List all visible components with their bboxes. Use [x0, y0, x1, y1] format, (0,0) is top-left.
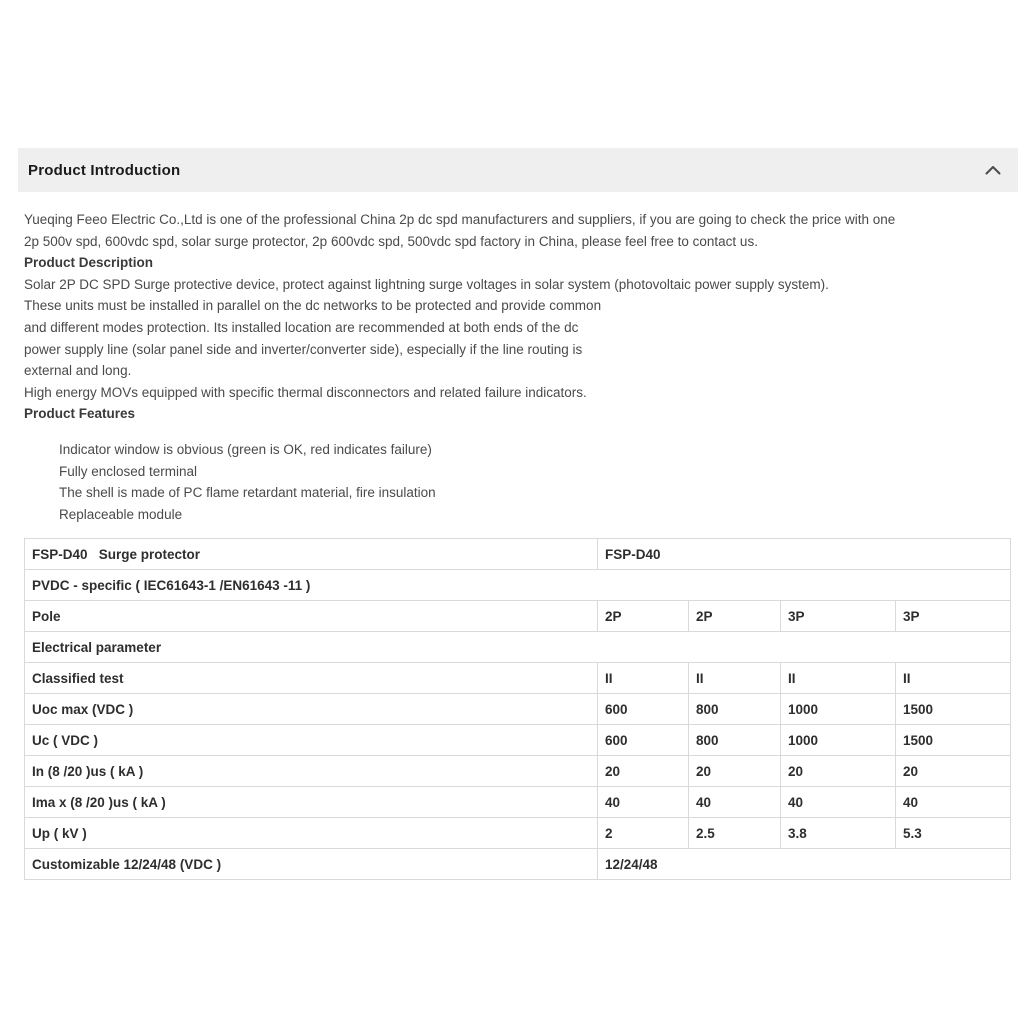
spec-label: Uoc max (VDC ) [25, 694, 598, 725]
spec-label: Classified test [25, 663, 598, 694]
spec-label: Customizable 12/24/48 (VDC ) [25, 849, 598, 880]
spec-label: Uc ( VDC ) [25, 725, 598, 756]
spec-value: 800 [689, 725, 781, 756]
spec-value: II [781, 663, 896, 694]
spec-value: FSP-D40 [598, 539, 1011, 570]
spec-value: 40 [689, 787, 781, 818]
intro-line: High energy MOVs equipped with specific thermal disconnectors and related failure indicators. [24, 384, 587, 400]
spec-label: In (8 /20 )us ( kA ) [25, 756, 598, 787]
product-features-heading: Product Features [24, 406, 136, 422]
table-row [25, 663, 1011, 694]
table-row [25, 818, 1011, 849]
spec-value: II [598, 663, 689, 694]
intro-line: 2p 500v spd, 600vdc spd, solar surge protector, 2p 600vdc spd, 500vdc spd factory in China, please feel free to contact us. [24, 233, 758, 249]
spec-value: 2P [689, 601, 781, 632]
intro-line: Yueqing Feeo Electric Co.,Ltd is one of the professional China 2p dc spd manufacturers and suppliers, if you are going to check the price with one [24, 212, 896, 227]
spec-value: II [689, 663, 781, 694]
intro-line: Solar 2P DC SPD Surge protective device, protect against lightning surge voltages in solar system (photovoltaic power supply system). [24, 276, 829, 292]
spec-label: FSP-D40 Surge protector [25, 539, 598, 570]
intro-line: external and long. [24, 363, 132, 379]
spec-label: Up ( kV ) [25, 818, 598, 849]
spec-value: 40 [896, 787, 1011, 818]
spec-value: 5.3 [896, 818, 1011, 849]
spec-value: 600 [598, 694, 689, 725]
table-row [25, 849, 1011, 880]
product-features-list [59, 439, 959, 525]
feature-item: Replaceable module [59, 506, 183, 522]
spec-value: 1000 [781, 694, 896, 725]
feature-item: Indicator window is obvious (green is OK, red indicates failure) [59, 442, 432, 457]
table-row [25, 787, 1011, 818]
spec-value: 20 [598, 756, 689, 787]
spec-value: 12/24/48 [598, 849, 1011, 880]
spec-label: Electrical parameter [25, 632, 1011, 663]
table-row [25, 539, 1011, 570]
spec-label: PVDC - specific ( IEC61643-1 /EN61643 -11 ) [25, 570, 1011, 601]
intro-line: and different modes protection. Its installed location are recommended at both ends of the dc [24, 319, 579, 335]
spec-value: 40 [781, 787, 896, 818]
spec-label: Pole [25, 601, 598, 632]
spec-value: 3P [896, 601, 1011, 632]
table-row [25, 601, 1011, 632]
product-introduction-content [24, 209, 1000, 425]
table-row [25, 632, 1011, 663]
spec-table [24, 538, 1011, 880]
section-title: Product Introduction [28, 161, 181, 179]
spec-value: 800 [689, 694, 781, 725]
feature-item: Fully enclosed terminal [59, 463, 198, 479]
spec-value: 20 [896, 756, 1011, 787]
spec-value: II [896, 663, 1011, 694]
spec-value: 1000 [781, 725, 896, 756]
table-row [25, 725, 1011, 756]
spec-value: 20 [689, 756, 781, 787]
spec-value: 3P [781, 601, 896, 632]
spec-value: 2.5 [689, 818, 781, 849]
spec-value: 3.8 [781, 818, 896, 849]
intro-line: These units must be installed in parallel on the dc networks to be protected and provide common [24, 298, 602, 314]
spec-value: 1500 [896, 725, 1011, 756]
feature-item: The shell is made of PC flame retardant material, fire insulation [59, 485, 436, 501]
table-row [25, 694, 1011, 725]
table-row [25, 570, 1011, 601]
chevron-up-icon[interactable] [984, 161, 1002, 179]
spec-value: 2P [598, 601, 689, 632]
spec-value: 40 [598, 787, 689, 818]
intro-line: power supply line (solar panel side and inverter/converter side), especially if the line routing is [24, 341, 583, 357]
spec-value: 2 [598, 818, 689, 849]
product-description-heading: Product Description [24, 255, 154, 271]
spec-value: 600 [598, 725, 689, 756]
spec-value: 20 [781, 756, 896, 787]
product-introduction-accordion-header[interactable] [18, 148, 1018, 192]
spec-value: 1500 [896, 694, 1011, 725]
spec-label: Ima x (8 /20 )us ( kA ) [25, 787, 598, 818]
table-row [25, 756, 1011, 787]
